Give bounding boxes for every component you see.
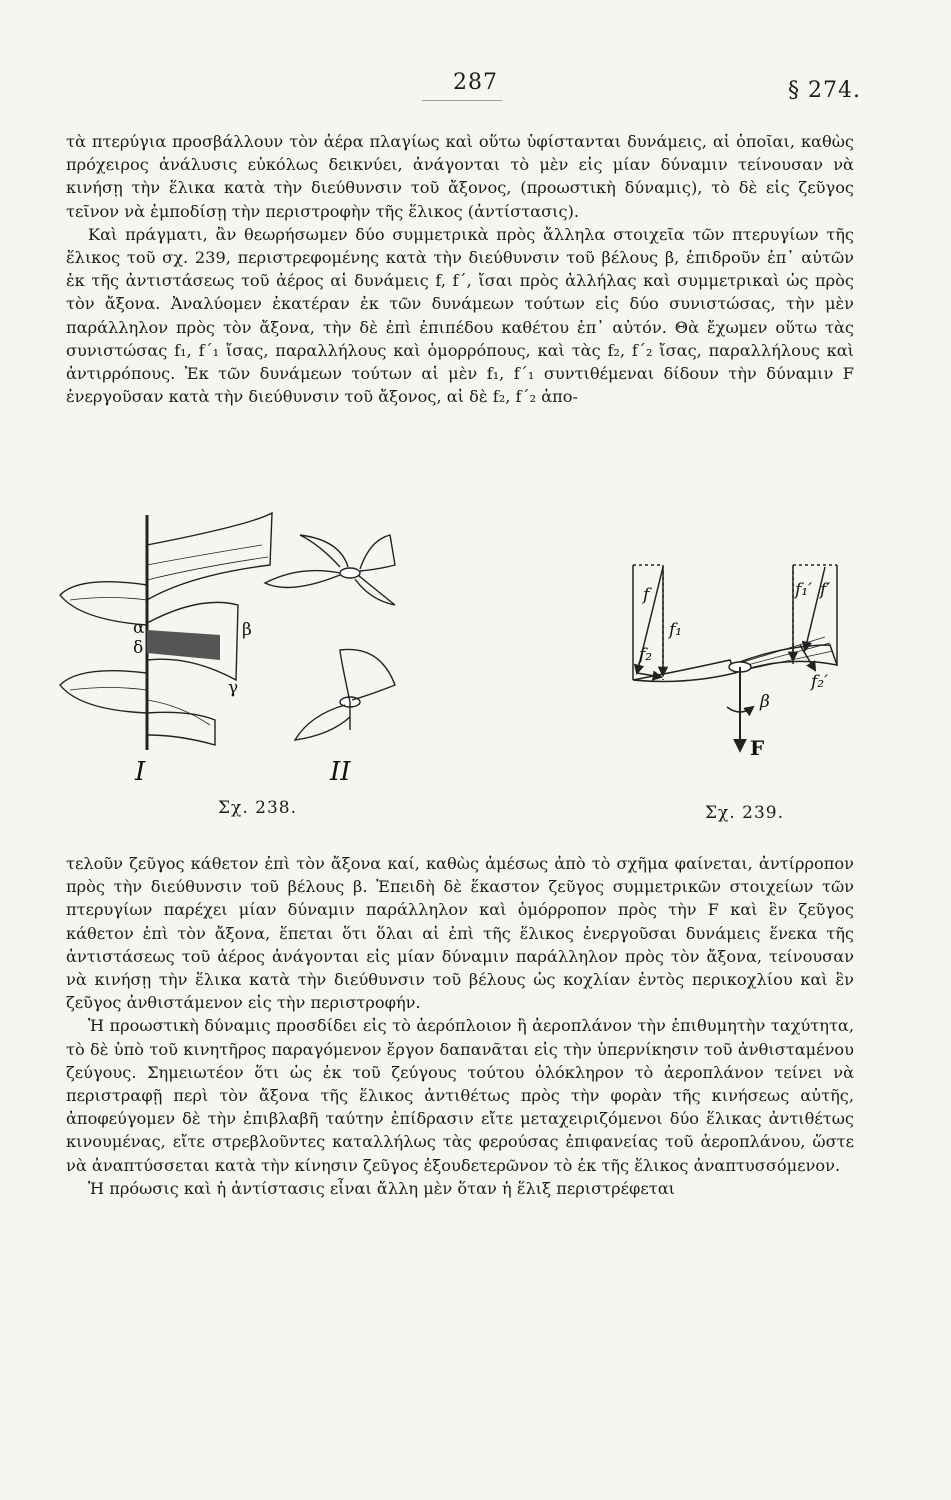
label-f2-prime: f₂′	[811, 672, 828, 692]
lower-blade	[60, 671, 215, 745]
figure-239-illustration	[615, 555, 855, 800]
figure-239-caption: Σχ. 239.	[705, 803, 784, 823]
paragraph: τελοῦν ζεῦγος κάθετον ἐπὶ τὸν ἄξονα καί, καθὼς ἀμέσως ἀπὸ τὸ σχῆμα φαίνεται, ἀντίρροπον πρὸς τὴν διεύθυνσιν τοῦ βέλους β. Ἐπειδὴ δὲ ἕκαστον ζεῦγος συμμετρικῶν στοιχείων τῶν πτερυγίων παρέχει μίαν δύναμιν παράλληλον καὶ ὁμόρροπον πρὸς τὴν F καὶ ἓν ζεῦγος κάθετον ἐπὶ τὸν ἄξονα, ἕπεται ὅτι ὅλαι αἱ ἐπὶ τῆς ἕλικος ἐνεργοῦσαι δυνάμεις ἕνεκα τῆς ἀντιστάσεως τοῦ ἀέρος ἀνάγονται εἰς μίαν δύναμιν παράλληλον πρὸς τὸν ἄξονα, τείνουσαν νὰ κινήσῃ τὴν ἕλικα κατὰ τὴν διεύθυνσιν τοῦ βέλους ὡς κοχλίαν ἐντὸς περικοχλίου καὶ ἓν ζεῦγος ἀνθιστάμενον εἰς τὴν περιστροφήν.	[66, 854, 854, 1013]
label-F: F	[750, 736, 765, 760]
figure-238-caption: Σχ. 238.	[218, 798, 297, 818]
label-beta: β	[760, 692, 770, 712]
blade-lower-fan	[340, 649, 395, 702]
label-delta: δ	[133, 638, 144, 658]
label-f: f	[643, 585, 650, 605]
page-number: 287	[453, 70, 498, 95]
part-label-I: I	[135, 757, 146, 787]
paragraph: Καὶ πράγματι, ἂν θεωρήσωμεν δύο συμμετρικὰ πρὸς ἄλληλα στοιχεῖα τῶν πτερυγίων τῆς ἕλικος τοῦ σχ. 239, περιστρεφομένης κατὰ τὴν διεύθυνσιν τοῦ βέλους β, ἐπιδροῦν ἐπ᾽ αὐτῶν ἐκ τῆς ἀντιστάσεως τοῦ ἀέρος αἱ δυνάμεις f, f΄, ἴσαι πρὸς ἀλλήλας καὶ συμμετρικαὶ ὡς πρὸς τὸν ἄξονα. Ἀναλύομεν ἑκατέραν ἐκ τῶν δυνάμεων τούτων εἰς δύο συνιστώσας, τὴν μὲν παράλληλον πρὸς τὸν ἄξονα, τὴν δὲ ἐπὶ ἐπιπέδου καθέτου ἐπ᾽ αὐτόν. Θὰ ἔχωμεν οὕτω τὰς συνιστώσας f₁, f΄₁ ἴσας, παραλλήλους καὶ ὁμορρόπους, καὶ τὰς f₂, f΄₂ ἴσας, παραλλήλους καὶ ἀντιρρόπους. Ἐκ τῶν δυνάμεων τούτων αἱ μὲν f₁, f΄₁ συντιθέμεναι δίδουν τὴν δύναμιν F ἐνεργοῦσαν κατὰ τὴν διεύθυνσιν τοῦ ἄξονος, αἱ δὲ f₂, f΄₂ ἀπο-	[66, 224, 854, 407]
figure-238-illustration	[40, 505, 400, 795]
hub-upper	[340, 568, 360, 578]
label-f1: f₁	[669, 620, 683, 640]
label-f2: f₂	[639, 645, 653, 665]
text-block-top	[66, 130, 854, 408]
part-label-II: II	[330, 757, 351, 787]
paragraph: Ἡ πρόωσις καὶ ἡ ἀντίστασις εἶναι ἄλλη μὲν ὅταν ἡ ἕλιξ περιστρέφεται	[88, 1178, 675, 1198]
label-f-prime: f′	[820, 580, 831, 600]
label-alpha: α	[133, 618, 145, 638]
blade-upper-left	[265, 571, 340, 588]
page-number-rule	[422, 100, 502, 101]
paragraph: Ἡ προωστικὴ δύναμις προσδίδει εἰς τὸ ἀερόπλοιον ἢ ἀεροπλάνον τὴν ἐπιθυμητὴν ταχύτητα, τὸ δὲ ὑπὸ τοῦ κινητῆρος παραγόμενον ἔργον δαπανᾶται εἰς τὴν ὑπερνίκησιν τοῦ ἀνθισταμένου ζεύγους. Σημειωτέον ὅτι ὡς ἐκ τοῦ ζεύγους τούτου ὁλόκληρον τὸ ἀεροπλάνον τείνει νὰ περιστραφῇ περὶ τὸν ἄξονα τῆς ἕλικος ἀντιθέτως πρὸς τὴν φορὰν τῆς κινήσεως αὐτῆς, ἀποφεύγομεν δὲ τὴν ἐπιβλαβῆ ταύτην ἐπίδρασιν εἴτε μεταχειριζόμενοι δύο ἕλικας ἀντιθέτως κινουμένας, εἴτε στρεβλοῦντες καταλλήλως τὰς φερούσας ἐπιφανείας τοῦ ἀεροπλάνου, ὥστε νὰ ἀναπτύσσεται κατὰ τὴν κίνησιν ζεῦγος ἐξουδετερῶνον τὸ ἐκ τῆς ἕλικος ἀναπτυσσόμενον.	[66, 1016, 854, 1175]
section-mark: § 274.	[788, 78, 861, 103]
blade-upper-right	[360, 535, 395, 571]
label-gamma: γ	[228, 678, 239, 698]
paragraph: τὰ πτερύγια προσβάλλουν τὸν ἀέρα πλαγίως καὶ οὕτω ὑφίστανται δυνάμεις, αἱ ὁποῖαι, καθὼς πρόχειρος ἀνάλυσις εὐκόλως δεικνύει, ἀνάγονται τὸ μὲν εἰς μίαν δύναμιν τείνουσαν νὰ κινήσῃ τὴν ἕλικα κατὰ τὴν διεύθυνσιν τοῦ ἄξονος, (προωστικὴ δύναμις), τὸ δὲ εἰς ζεῦγος τεῖνον νὰ ἐμποδίσῃ τὴν περιστροφὴν τῆς ἕλικος (ἀντίστασις).	[66, 132, 854, 221]
label-f1-prime: f₁′	[795, 580, 812, 600]
upper-blade	[147, 513, 272, 600]
text-block-bottom	[66, 852, 854, 1200]
label-beta: β	[242, 620, 252, 640]
blade-lower-left	[295, 705, 350, 740]
